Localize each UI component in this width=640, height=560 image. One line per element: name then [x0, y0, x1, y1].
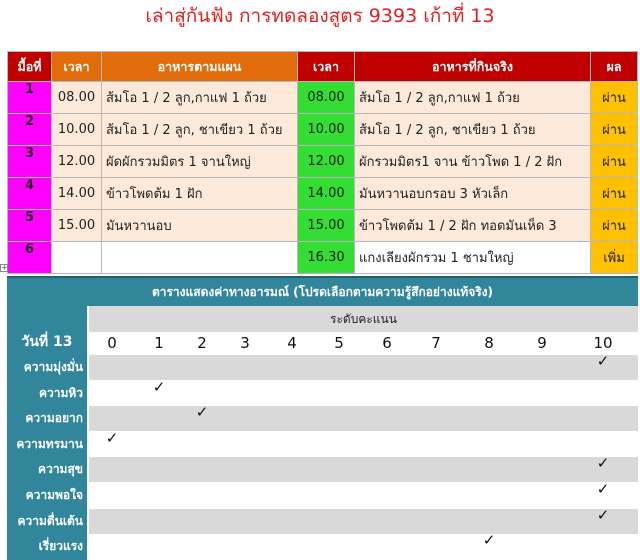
mood-row	[89, 457, 638, 482]
result-cell: ผ่าน	[591, 146, 638, 178]
header-meal-no: มื้อที่	[8, 52, 52, 82]
header-actual-food: อาหารที่กินจริง	[355, 52, 591, 82]
mood-row	[89, 432, 638, 457]
check-icon[interactable]: ✓	[105, 429, 119, 447]
result-cell: ผ่าน	[591, 114, 638, 146]
scale-number: 9	[537, 334, 547, 352]
scale-number: 1	[154, 334, 164, 352]
meal-number: 5	[8, 210, 52, 242]
planned-food: ข้าวโพดต้ม 1 ฝัก	[102, 178, 298, 210]
header-result: ผล	[591, 52, 638, 82]
scale-number: 8	[484, 334, 494, 352]
actual-time: 14.00	[298, 178, 355, 210]
table-row	[8, 114, 638, 146]
scale-number: 3	[240, 334, 250, 352]
scale-number: 5	[334, 334, 344, 352]
actual-time: 15.00	[298, 210, 355, 242]
actual-food: แกงเลียงผักรวม 1 ชามใหญ่	[355, 242, 591, 274]
result-cell: เพิ่ม	[591, 242, 638, 274]
page-title: เล่าสู่กันฟัง การทดลองสูตร 9393 เก้าที่ 13	[145, 5, 495, 27]
mood-table-banner: ตารางแสดงค่าทางอารมณ์ (โปรดเลือกตามความรู้สึกอย่างแท้จริง)	[7, 276, 638, 306]
actual-food: ผักรวมมิตร1 จาน ข้าวโพด 1 / 2 ฝัก	[355, 146, 591, 178]
planned-food: ส้มโอ 1 / 2 ลูก, ชาเขียว 1 ถ้วย	[102, 114, 298, 146]
meal-number: 2	[8, 114, 52, 146]
actual-time: 12.00	[298, 146, 355, 178]
header-planned-food: อาหารตามแผน	[102, 52, 298, 82]
actual-food: ส้มโอ 1 / 2 ลูก,กาแฟ 1 ถ้วย	[355, 82, 591, 114]
actual-time: 08.00	[298, 82, 355, 114]
mood-label: ความอยาก	[25, 411, 83, 425]
mood-label: ความตื่นเต้น	[17, 514, 83, 528]
mood-label: ความมุ่งมั่น	[23, 360, 83, 374]
actual-food: ข้าวโพดต้ม 1 / 2 ฝัก ทอดมันเห็ด 3	[355, 210, 591, 242]
planned-time	[52, 242, 102, 274]
meal-table-header-row	[8, 52, 638, 82]
scale-number: 2	[197, 334, 207, 352]
mood-row	[89, 534, 638, 559]
mood-label: ความสุข	[38, 462, 83, 476]
scale-number: 0	[107, 334, 117, 352]
planned-food: ส้มโอ 1 / 2 ลูก,กาแฟ 1 ถ้วย	[102, 82, 298, 114]
planned-time: 08.00	[52, 82, 102, 114]
table-row	[8, 146, 638, 178]
result-cell: ผ่าน	[591, 82, 638, 114]
mood-label: เรี่ยวแรง	[38, 539, 83, 553]
scale-number: 7	[431, 334, 441, 352]
mood-label: ความพอใจ	[25, 488, 83, 502]
check-icon[interactable]: ✓	[195, 403, 209, 421]
mood-label: ความทรมาน	[16, 437, 83, 451]
scale-number: 4	[287, 334, 297, 352]
mood-row	[89, 355, 638, 380]
planned-food: ผัดผักรวมมิตร 1 จานใหญ่	[102, 146, 298, 178]
scale-number: 6	[382, 334, 392, 352]
check-icon[interactable]: ✓	[596, 454, 610, 472]
meal-number: 4	[8, 178, 52, 210]
header-actual-time: เวลา	[298, 52, 355, 82]
table-row	[8, 82, 638, 114]
check-icon[interactable]: ✓	[596, 506, 610, 524]
result-cell: ผ่าน	[591, 210, 638, 242]
meal-number: 3	[8, 146, 52, 178]
scale-header: ระดับคะแนน	[89, 306, 638, 332]
actual-food: มันหวานอบกรอบ 3 หัวเล็ก	[355, 178, 591, 210]
mood-row	[89, 509, 638, 534]
planned-time: 12.00	[52, 146, 102, 178]
check-icon[interactable]: ✓	[596, 480, 610, 498]
actual-time: 16.30	[298, 242, 355, 274]
meal-plan-table	[7, 51, 638, 274]
result-cell: ผ่าน	[591, 178, 638, 210]
cell-anchor-icon[interactable]: +	[1, 263, 8, 272]
actual-food: ส้มโอ 1 / 2 ลูก, ชาเขียว 1 ถ้วย	[355, 114, 591, 146]
actual-time: 10.00	[298, 114, 355, 146]
check-icon[interactable]: ✓	[596, 352, 610, 370]
scale-number: 10	[593, 334, 613, 352]
day-label: วันที่ 13	[21, 334, 73, 350]
check-icon[interactable]: ✓	[482, 531, 496, 549]
planned-time: 10.00	[52, 114, 102, 146]
planned-food	[102, 242, 298, 274]
planned-time: 15.00	[52, 210, 102, 242]
header-plan-time: เวลา	[52, 52, 102, 82]
meal-number: 1	[8, 82, 52, 114]
mood-label: ความหิว	[38, 386, 83, 400]
mood-row	[89, 406, 638, 431]
table-row	[8, 178, 638, 210]
mood-row	[89, 381, 638, 406]
mood-row	[89, 483, 638, 508]
planned-time: 14.00	[52, 178, 102, 210]
check-icon[interactable]: ✓	[152, 378, 166, 396]
meal-number: 6	[8, 242, 52, 274]
table-row	[8, 242, 638, 274]
planned-food: มันหวานอบ	[102, 210, 298, 242]
table-row	[8, 210, 638, 242]
